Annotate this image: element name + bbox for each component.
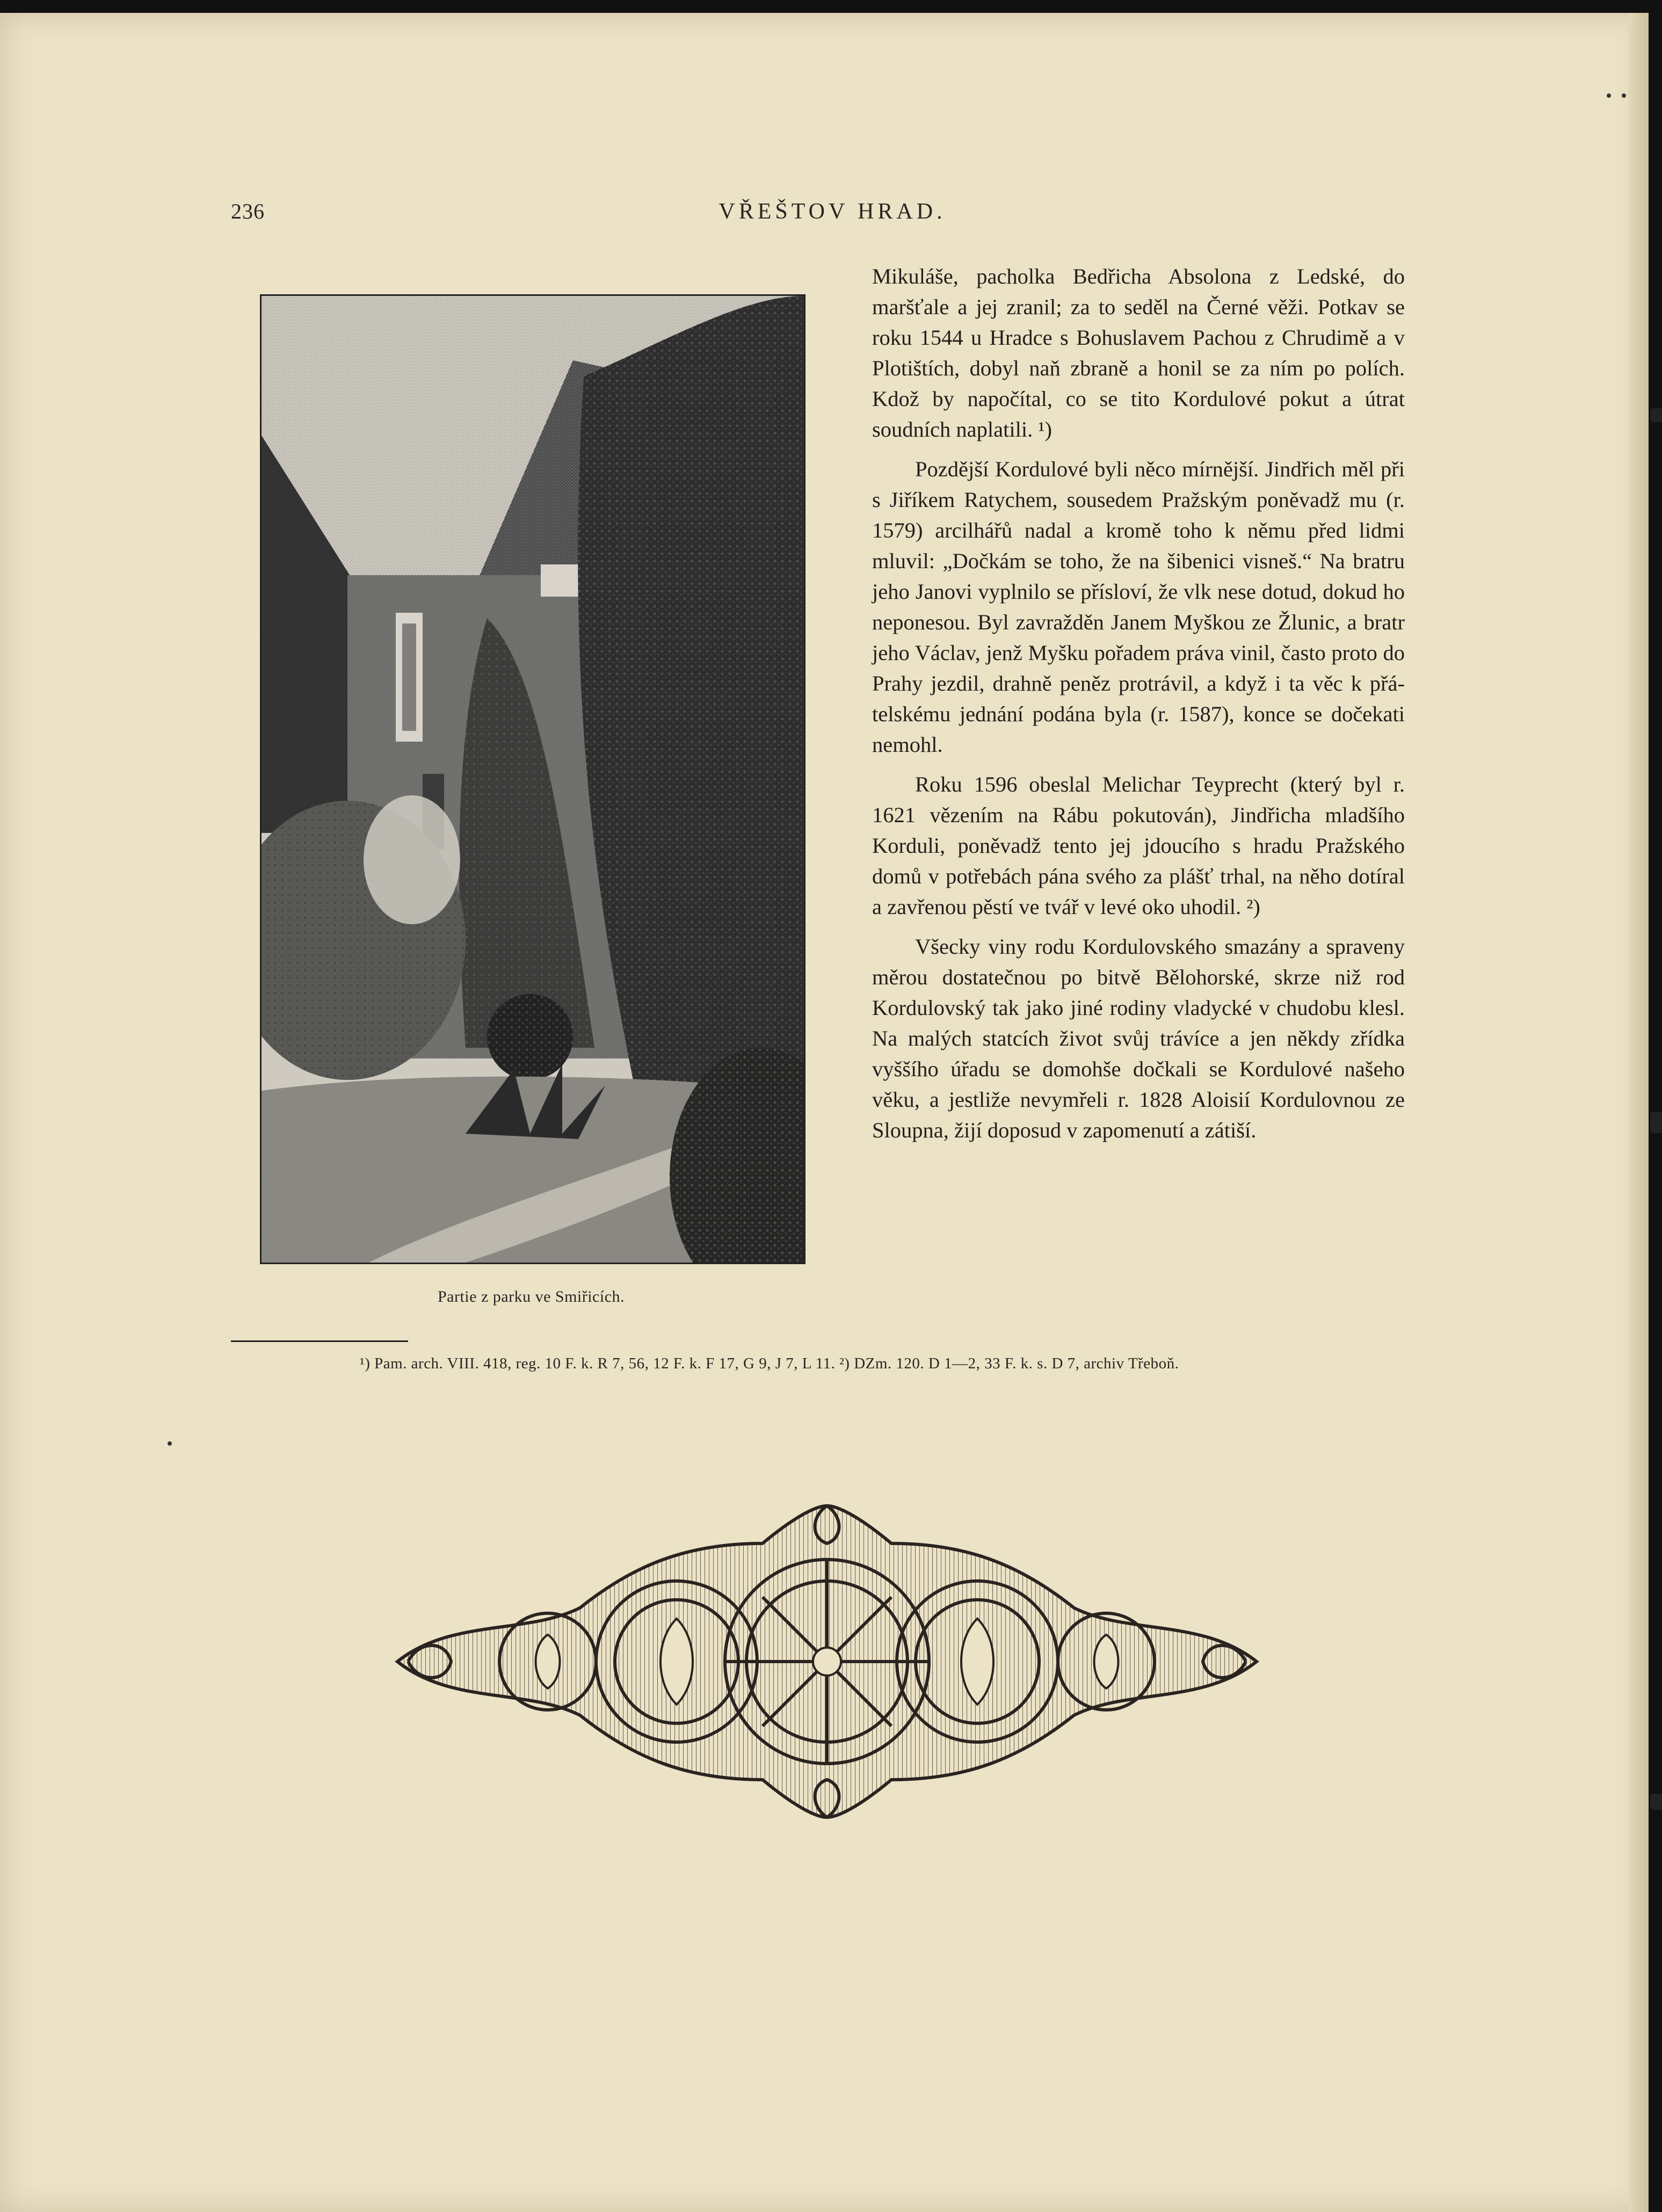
stray-ink-dot [1622, 93, 1626, 98]
binding-mark [1650, 1794, 1662, 1810]
paragraph: Všecky viny rodu Kordulovského smazány a spraveny měrou dostatečnou po bitvě Bělohorské, skrze niž rod Kordulovský tak jako jiné rodiny vladycké v chudobu klesl. Na malých statcích život svůj trávíce a jen někdy zřídka vyššího úřadu se domohše dočkali se Kordulové našeho věku, a jestliže nevymřeli r. 1828 Aloisií Kordulovnou ze Sloupna, žijí doposud v zapomenutí a zátiší. [872, 934, 1405, 1142]
binding-mark [1650, 1112, 1662, 1133]
page-number: 236 [231, 199, 265, 223]
decorative-tailpiece-ornament [387, 1484, 1267, 1839]
book-page [0, 13, 1649, 2212]
page-title: VŘEŠTOV HRAD. [718, 199, 946, 224]
paragraph: Pozdější Kordulové byli něco mírnější. Jindřich měl při s Jiříkem Ratychem, sousedem Pražským poněvadž mu (r. 1579) arcilhářů nadal a kromě toho k němu před lidmi mluvil: „Dočkám se toho, že na šibenici visneš.“ Na bratru jeho Janovi vyplnilo se přísloví, že vlk nese dotud, dokud ho neponesou. Byl zavražděn Janem Myškou ze Žlunic, a bratr jeho Václav, jenž Myšku pořadem práva vinil, často proto do Prahy jezdil, drahně peněz protrávil, a když i ta věc k přátelskému jednání podána byla (r. 1587), konce se dočekati nemohl. [872, 457, 1405, 757]
stray-ink-dot [168, 1441, 172, 1446]
stray-ink-dot [1607, 93, 1611, 98]
footnotes: ¹) Pam. arch. VIII. 418, reg. 10 F. k. R 7, 56, 12 F. k. F 17, G 9, J 7, L 11. ²) DZm. 120. D 1—2, 33 F. k. s. D 7, archiv Třeboň. [360, 1355, 1179, 1372]
park-castle-engraving [262, 296, 804, 1263]
page-edge [1628, 13, 1649, 2212]
paragraph: Mikuláše, pacholka Bedřicha Absolona z Ledské, do maršťale a jej zranil; za to seděl na Černé věži. Potkav se roku 1544 u Hradce s Bohuslavem Pachou z Chrudimě a v Plotištích, dobyl naň zbraně a honil se za ním po polích. Kdož by napočítal, co se tito Kordulové pokut a útrat soudních naplatili. ¹) [872, 264, 1405, 441]
figure-caption: Partie z parku ve Smiřicích. [437, 1288, 625, 1306]
binding-mark [1650, 408, 1662, 422]
running-head [231, 199, 1434, 231]
engraving-illustration [260, 294, 805, 1264]
body-text [872, 261, 1405, 1155]
paragraph: Roku 1596 obeslal Melichar Teyprecht (který byl r. 1621 vězením na Rábu pokutován), Jindřicha mladšího Korduli, poněvadž tento jej jdoucího s hradu Pražského domů v potřebách pána svého za plášť trhal, na něho dotíral a zavřenou pěstí ve tvář v levé oko uhodil. ²) [872, 772, 1405, 919]
footnote-rule [231, 1340, 408, 1342]
